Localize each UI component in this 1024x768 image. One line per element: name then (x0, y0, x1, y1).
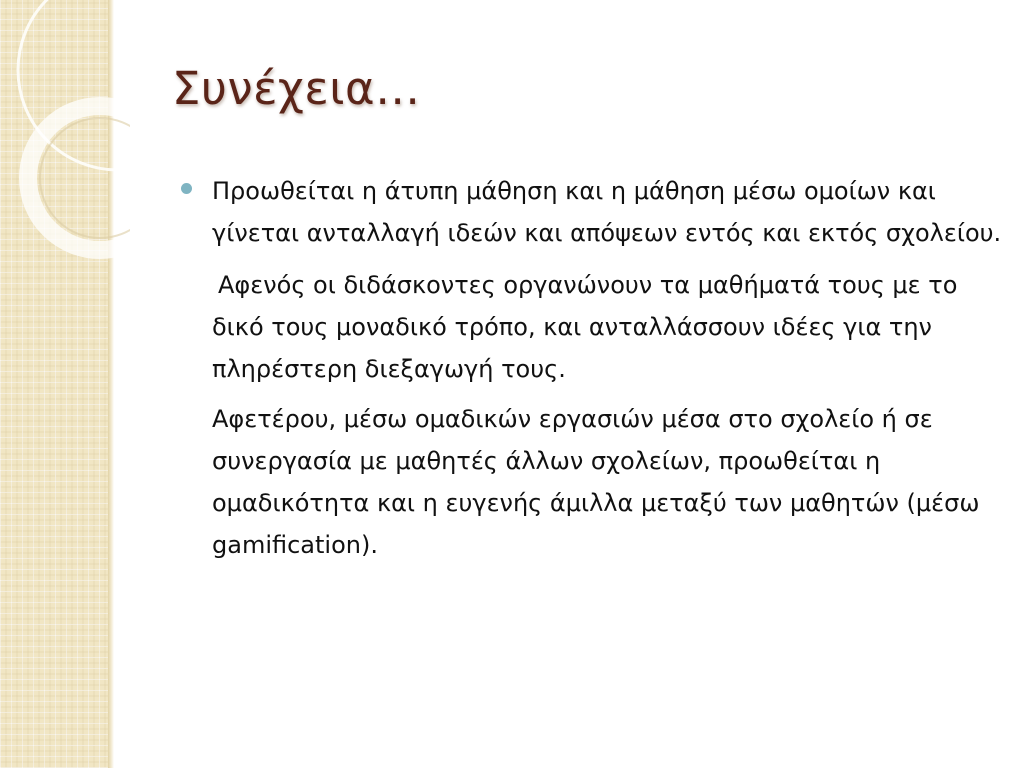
slide-body (212, 170, 1002, 566)
bullet-paragraph-text: Προωθείται η άτυπη μάθηση και η μάθηση μέσω ομοίων και γίνεται ανταλλαγή ιδεών και απόψεων εντός και εκτός σχολείου. (212, 177, 1002, 247)
decorative-ring-medium (28, 106, 130, 250)
paragraph: Αφετέρου, μέσω ομαδικών εργασιών μέσα στο σχολείο ή σε συνεργασία με μαθητές άλλων σχολείων, προωθείται η ομαδικότητα και η ευγενής άμιλλα μεταξύ των μαθητών (μέσω gamification). (212, 405, 980, 559)
paragraph: Αφενός οι διδάσκοντες οργανώνουν τα μαθήματά τους με το δικό τους μοναδικό τρόπο, και ανταλλάσσουν ιδέες για την πληρέστερη διεξαγωγή τους. (212, 271, 958, 383)
slide-title: Συνέχεια… (172, 62, 421, 115)
bullet-dot-icon (181, 183, 192, 194)
decorative-rings (0, 0, 130, 280)
decorative-ring-inner (40, 118, 130, 238)
bullet-paragraph (212, 170, 1002, 254)
